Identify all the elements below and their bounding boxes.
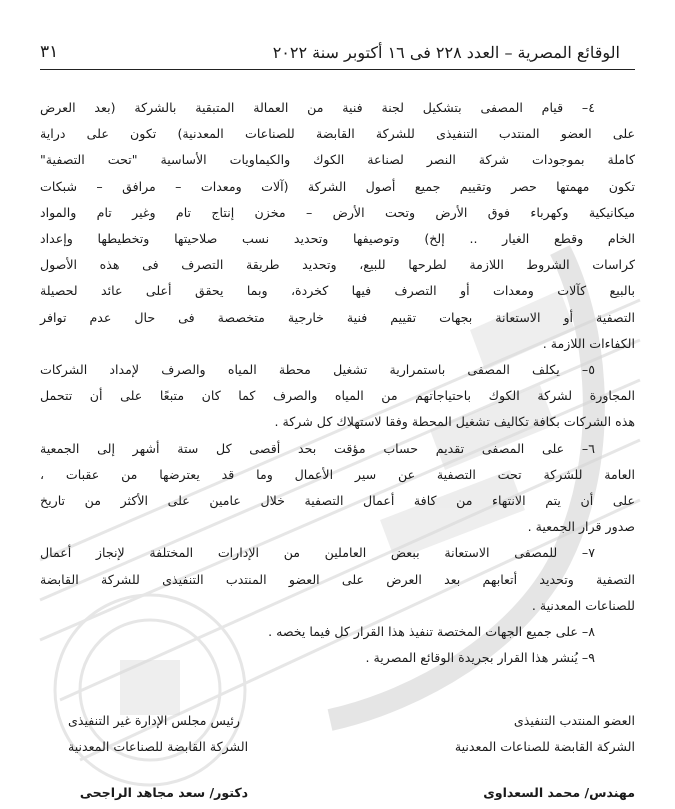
paragraph-item-9-line: ٩– يُنشر هذا القرار بجريدة الوقائع المصرية .: [365, 650, 595, 666]
signature-left-title: رئيس مجلس الإدارة غير التنفيذى: [68, 713, 240, 728]
paragraph-item-4-line: تكون مهمتها حصر وتقييم جميع أصول الشركة (آلات ومعدات – مرافق – شبكات: [40, 178, 635, 194]
paragraph-item-4-line: الخام وقطع الغيار .. إلخ) وتوصيفها وتحديد نسب صلاحيتها وتخطيطها وإعداد: [40, 231, 635, 247]
paragraph-item-4-line: كاملة بموجودات شركة النصر لصناعة الكوك والكيماويات الأساسية "تحت التصفية": [40, 152, 635, 168]
signature-right: [455, 708, 635, 806]
paragraph-item-6-line: صدور قرار الجمعية .: [527, 519, 635, 535]
signature-right-name: مهندس/ محمد السعداوى: [483, 785, 635, 800]
header-divider: [40, 69, 635, 70]
paragraph-item-4-line: الكفاءات اللازمة .: [542, 335, 635, 351]
paragraph-item-4-line: على العضو المنتدب التنفيذى للشركة القابضة للصناعات المعدنية) تكون على دراية: [40, 126, 635, 142]
signature-right-title: العضو المنتدب التنفيذى: [513, 713, 635, 728]
paragraph-item-4-line: التصفية أو الاستعانة بجهات تقييم فنية خارجية متخصصة فى حال عدم توافر: [40, 309, 635, 325]
signature-right-org: الشركة القابضة للصناعات المعدنية: [454, 739, 635, 754]
page-header: [40, 36, 620, 62]
paragraph-item-5-line: ٥– يكلف المصفى باستمرارية تشغيل محطة المياه والصرف لإمداد الشركات: [40, 362, 595, 378]
page-number: ٣١: [40, 42, 59, 62]
paragraph-item-7-line: ٧– للمصفى الاستعانة ببعض العاملين من الإدارات المختلفة لإنجاز أعمال: [40, 545, 595, 561]
paragraph-item-6-line: ٦– على المصفى تقديم حساب مؤقت بحد أقصى كل ستة أشهر إلى الجمعية: [40, 440, 595, 456]
header-title: الوقائع المصرية – العدد ٢٢٨ فى ١٦ أكتوبر سنة ٢٠٢٢: [272, 43, 620, 62]
paragraph-item-4-line: ميكانيكية وكهرباء فوق الأرض وتحت الأرض – مخزن إنتاج تام وغير تام والمواد: [40, 204, 635, 220]
paragraph-item-7-line: التصفية وتحديد أتعابهم بعد العرض على العضو المنتدب التنفيذى للشركة القابضة: [40, 571, 635, 587]
signature-block: [40, 708, 635, 806]
signature-left: [40, 708, 248, 806]
signature-left-name: دكتور/ سعد مجاهد الراجحى: [79, 785, 249, 800]
decree-body: [40, 95, 635, 671]
paragraph-item-4-line: كراسات الشروط اللازمة لطرحها للبيع، وتحديد طريقة التصرف فى هذه الأصول: [40, 257, 635, 273]
signature-left-org: الشركة القابضة للصناعات المعدنية: [68, 739, 249, 754]
paragraph-item-4-line: بالبيع كآلات ومعدات أو التصرف فيها كخردة، وبما يحقق أعلى عائد لحصيلة: [40, 283, 635, 299]
paragraph-item-6-line: العامة للشركة تحت التصفية عن سير الأعمال وما قد يعترضها من عقبات ،: [40, 466, 635, 482]
paragraph-item-6-line: على أن يتم الانتهاء من كافة أعمال التصفية خلال عامين على الأكثر من تاريخ: [40, 493, 635, 509]
paragraph-item-7-line: للصناعات المعدنية .: [531, 597, 635, 613]
paragraph-item-8-line: ٨– على جميع الجهات المختصة تنفيذ هذا القرار كل فيما يخصه .: [268, 624, 595, 640]
paragraph-item-5-line: هذه الشركات بكافة تكاليف تشغيل المحطة وفقا لاستهلاك كل شركة .: [274, 414, 635, 430]
paragraph-item-5-line: المجاورة لشركة الكوك باحتياجاتهم من المياه والصرف كما كان متبعًا على أن تتحمل: [40, 388, 635, 404]
paragraph-item-4-line: ٤– قيام المصفى بتشكيل لجنة فنية من العمالة المتبقية بالشركة (بعد العرض: [40, 100, 595, 115]
